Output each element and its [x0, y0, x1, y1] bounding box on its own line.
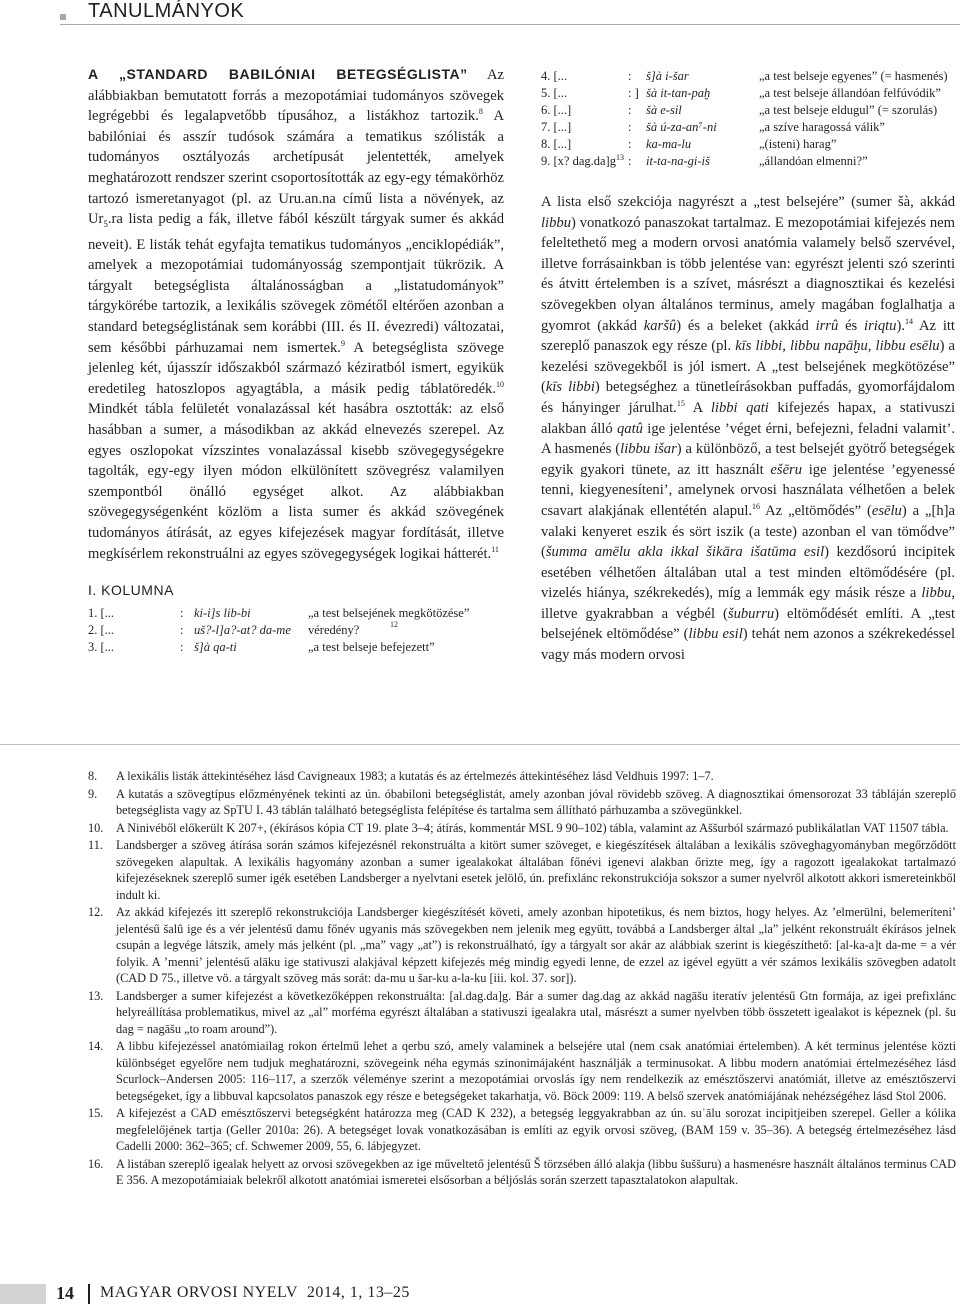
text: ) a „[h]a valaki kenyeret eszik és sört iszik (a teste) azonban el van tömődve” (: [541, 502, 955, 561]
journal-citation: [100, 1284, 410, 1302]
footnote: [88, 820, 956, 837]
footnote-ref[interactable]: 13: [615, 152, 624, 162]
entry-number: 6. [...]: [541, 103, 572, 117]
entry-colon: :: [180, 622, 184, 637]
footnote: [88, 1038, 956, 1104]
text: ige jelentése ’egyenessé tenni, kiegyenesíteni’, amelynek orvosi használata vélhetően a belek csavart alakjának ellentétén alapul.: [541, 461, 956, 519]
term: šumma amēlu akla ikkal šikāra išatūma esil: [545, 544, 825, 561]
translation: „állandóan elmenni?”: [759, 154, 868, 168]
term: kīs libbi, libbu napāḫu, libbu esēlu: [735, 338, 940, 355]
footnote-text: Az akkád kifejezés itt szereplő rekonstrukciója Landsberger kiegészítését követi, amely azonban hipotetikus, és nem biztos, hogy helyes. Az ’elmerülni, belemeríteni’ jelentésű šalû ige és a vér jelentésű damu főnév ugyanis más szövegekben nem jelenik meg együtt, továbbá a Landsberger által „la” jelként rekonstruált ékírásos jelnek csupán a legvége látszik, amely más jelként (pl. „ma” vagy „at”) is rekonstruálható, így a tárgyalt sor akár az alábbiak szerint is kiegészíthető: [al-ka-a]t da-me = a vér folyik. A ’menni’ jelentésű alāku ige stativuszi alakjával képzett kifejezés még mindig egyedi lenne, de ezzel az igével együtt a vér számos lexikális szövegben adatolt (CAD D 75., illetve vö. a tárgyalt szöveg más sorát: da-mu u šar-ku a-la-ku [iii. kol. 37. sor]).: [116, 905, 956, 985]
entry-number-wrap: [541, 153, 624, 170]
entry-number: 1. [...: [88, 605, 115, 620]
akkadian-term: ka-ma-lu: [646, 137, 692, 151]
footer-bar: [0, 1284, 46, 1304]
entry-colon: :: [628, 120, 632, 134]
footnote: [88, 1105, 956, 1155]
translation: „a szíve haragossá válik”: [759, 120, 885, 134]
entry-number: 8. [...]: [541, 137, 572, 151]
footnote: [88, 904, 956, 987]
term: libbu: [541, 214, 571, 231]
footnote-number: 8.: [88, 769, 98, 783]
journal-issue: 2014, 1, 13–25: [306, 1284, 410, 1301]
text: ) a különböző, a test belsejét gyötrő betegségek egyik gyakori tünete, az itt használt: [541, 441, 955, 478]
term: irrû: [815, 317, 839, 334]
term: libbu: [921, 585, 952, 602]
term: esēlu: [871, 502, 902, 519]
page-number: 14: [56, 1283, 74, 1303]
footnote-number: 12.: [88, 905, 104, 919]
translation: „a test belseje eldugul” (= szorulás): [759, 103, 938, 117]
footnote-number: 11.: [88, 838, 103, 852]
akkadian-term: š]à qa-ti: [194, 639, 237, 654]
footnote-number: 15.: [88, 1106, 104, 1120]
footnote-text: Landsberger a sumer kifejezést a következőképpen rekonstruálta: [al.dag.da]g. Bár a sumer dag.dag az akkád nagāšu iteratív jelentésű Gtn formája, az igei prefixlánc helyreállítása problematikus, mivel az „al” morféma egyrészt általában a stativuszi igealakra utal, másrészt a sumer nyelvben több összetett igealakot is képeznek (pl. šu dag = nagāšu „to roam around”).: [116, 988, 956, 1036]
text: .ra lista pedig a fák, illetve fából készült tárgyak sumer és akkád neveit). E listák tehát egyfajta tematikus tudományos „enciklopédiák”, amelyek a mezopotámiai tudományosság szempontjait tükrözik. A tárgyalt betegséglista általánosságban a „listatudományok” tárgykörébe tartozik, a lexikális szövegek zömétől eltérően azonban a standard betegséglistának sem korábbi (III. és II. évezredi) változatai, sem későbbi párhuzamai nem ismertek.: [88, 211, 504, 356]
akkadian-term: š]à i-šar: [646, 69, 689, 83]
term: qatû: [616, 420, 643, 437]
term: iriqtu: [864, 317, 897, 334]
subscript: 5: [103, 219, 108, 230]
list-entry: [88, 605, 504, 622]
text: Az itt szereplő panaszok egy része (pl.: [541, 317, 955, 355]
kolumna-heading: I. KOLUMNA: [88, 582, 174, 599]
text: és: [838, 317, 865, 334]
footnote-ref[interactable]: 15: [676, 399, 685, 409]
footnote: [88, 1156, 956, 1189]
list-entry: [541, 136, 955, 153]
footnote-text: A Ninivéből előkerült K 207+, (ékírásos kópia CT 19. plate 3–4; átírás, kommentár MSL 9 90–102) tábla, valamint az Aššurból származó publikálatlan VAT 11507 tábla.: [116, 820, 949, 835]
list-entry: [541, 102, 955, 119]
text: A betegséglista szövege jelenleg két, újasszír időszakból származó kéziratból ismert, egyikük eredetileg hatoszlopos agyagtábla, a másik pedig táblatöredék.: [88, 339, 504, 397]
translation: „a test belseje befejezett”: [308, 639, 435, 654]
left-column: [88, 64, 504, 656]
list-entry: [541, 119, 955, 136]
footnote-rule: [0, 744, 960, 745]
text: Az „eltömődés” (: [760, 502, 872, 519]
section-header: TANULMÁNYOK: [88, 0, 245, 22]
entry-colon: :: [180, 639, 184, 654]
text: kifejezés hapax, a stativuszi alakban álló: [541, 399, 956, 437]
footnote-ref[interactable]: 9: [340, 338, 345, 348]
list-entry: [88, 639, 504, 656]
text: , illetve gyakrabban a végbél (: [541, 585, 955, 622]
text: ) és a beleket (akkád: [676, 317, 816, 334]
right-column: [541, 192, 955, 666]
text: ) tehát nem azonos a székrekedéssel vagy más modern orvosi: [541, 626, 956, 664]
text: ) vonatkozó panaszokat tartalmaz. E mezopotámiai kifejezés nem feleltethető meg a modern orvosi anatómia valamely belső szervével, illetve forrásainkban is több jelentése van: egyrészt jelenti szó szerinti és átvitt értelemben is a szívet, másrészt a diagnosztikai és kezelési szövegekben olyan általános terminus, amely magában foglalhatja a gyomrot (akkád: [541, 214, 955, 334]
footnotes: [88, 768, 956, 1190]
footer-divider: [88, 1284, 90, 1304]
translation: „a test belsejének megkötözése”: [308, 605, 470, 620]
entry-number: 9. [x? dag.da]g: [541, 154, 616, 168]
term: šuburru: [727, 605, 775, 622]
entry-number: 2. [...: [88, 622, 115, 637]
list-entry: 2. [... : uš?-l]a?-at? da-me véredény? 12: [88, 619, 398, 637]
footnote: [88, 786, 956, 819]
footnote-number: 10.: [88, 820, 104, 835]
akkadian-term: uš?-l]a?-at? da-me: [194, 622, 291, 637]
entry-colon: :: [628, 69, 632, 83]
footnote-text: A listában szereplő igealak helyett az orvosi szövegekben az ige műveltető jelentésű Š törzsében álló alakja (libbu šuššuru) a hasmenésre használt általános terminus CAD E 356. A mezopotámiaiak belekről alkotott anatómiai ismeretei elsősorban a béljóslás során szerzett tapasztalatokon alapultak.: [116, 1156, 956, 1187]
footnote-text: Landsberger a szöveg átírása során számos kifejezésnél rekonstruálta a kitört sumer szöveget, e kiegészítések általában a lexikális szöveghagyományban megőrződött szövegeken alapultak. A lexikális hagyomány azonban a sumer igealakokat általában főnévi igenevi alakban őrizte meg, így a ragozott igealakokat tartalmazó kifejezéseknek szereplő sumer igék esetében Landsberger a nyelvtani esetek jelölő, ún. prefixlánc rekonstrukciója sokszor a sumer nyelvről alkotott akkori ismereteinkből indult ki.: [116, 838, 956, 902]
translation: „(isteni) harag”: [759, 137, 837, 151]
text: ) kezdősorú incipitek esetében vélhetően általában utal a test minden eltömődésére (pl. vizelés hiánya, székrekedés), míg a lemmák egy másik része a: [541, 544, 955, 602]
akkadian-term: it-ta-na-gi-iš: [646, 154, 710, 168]
footnote: [88, 988, 956, 1038]
footnote-number: 9.: [88, 786, 98, 801]
text: Az alábbiakban bemutatott forrás a mezopotámiai tudományos szövegek legrégebbi és legalapvetőbb típusához, a listákhoz tartozik.: [88, 67, 504, 125]
akkadian-term: šà it-tan-paḫ: [646, 86, 711, 100]
footnote-number: 14.: [88, 1039, 104, 1053]
term: libbi qati: [710, 399, 769, 416]
term: libbu išar: [620, 441, 677, 458]
footnote-number: 13.: [88, 988, 104, 1003]
entry-colon: : ]: [628, 86, 639, 100]
entry-number: 4. [...: [541, 69, 568, 83]
term: ešēru: [770, 461, 803, 478]
entry-colon: :: [628, 154, 632, 168]
footnote-text: A kutatás a szövegtípus előzményének tekinti az ún. óbabiloni betegséglistát, amely azonban jóval rövidebb szöveg. A diagnosztikai ómensorozat 33 tábláján szereplő betegséglista vagy az SpTU I. 43 táblán található betegséglista felépítése és tartalma sem állítható párhuzamba a szövegünkkel.: [116, 786, 956, 817]
text: ) eltömődését említi. A „test belsejének eltömődése” (: [541, 605, 956, 643]
footnote-ref[interactable]: 16: [752, 502, 761, 512]
akkadian-term: šà e-sil: [646, 103, 682, 117]
akkadian-term: šà ú-za-an⁷-ni: [646, 120, 717, 134]
entry-colon: :: [628, 137, 632, 151]
footnote-text: A libbu kifejezéssel anatómiailag rokon értelmű lehet a qerbu szó, amely valaminek a belsejére utal (nem csak anatómiai értelemben). A két terminus jelentése közti különbséget egyelőre nem tudjuk meghatározni, szövegeink néha egymás szinonimájaként használják a terminusokat. A libbu modern anatómiai értelmezéséhez lásd Scurlock–Andersen 2005: 116–117, a szerzők véleménye szerint a mezopotámiai orvoslás így nem rendelkezik az emésztőszervi anatómiát, illetve az emésztőszervi betegségeket, így a libbuval kapcsolatos panaszok egy része e betegségeket takarhatja, vö. Böck 2009: 119. A belső szervek anatómiájának nehézségéhez lásd Stol 2006.: [116, 1039, 956, 1103]
section-title: A „STANDARD BABILÓNIAI BETEGSÉGLISTA”: [88, 66, 468, 82]
text: ).: [896, 317, 905, 334]
intro-paragraph: [88, 64, 504, 564]
entry-number: 3. [...: [88, 639, 115, 654]
footnote-number: 16.: [88, 1156, 104, 1171]
translation: „a test belseje egyenes” (= hasmenés): [759, 69, 948, 83]
entry-colon: :: [180, 605, 184, 620]
text: A: [684, 399, 711, 416]
footnote-text: A kifejezést a CAD emésztőszervi betegségként határozza meg (CAD K 232), a betegség leggyakrabban az ún. suʾālu sorozat incipitjeiben szerepel. Geller a kólika megfelelőjének tartja (Geller 2010a: 26). A betegséget lovak vonatkozásában is említi az egyik orvosi szöveg, (BAM 159 v. 35–36). A betegség értelmezéséhez lásd Cadelli 2000: 362–365; cf. Schwemer 2009, 55, 6. lábjegyzet.: [116, 1106, 956, 1153]
text: Mindkét tábla felületét vonalazással két hasábra osztották: az első hasábban a sumer, a másodikban az akkád elnevezés szerepel. Az egyes oszlopokat vízszintes vonalazással kisebb szövegegységekre tagolták, egy-egy ilyen módon elkülönített szövegrész valamilyen szempontból önálló egységet alkot. Az alábbiakban szövegegységenként közlöm a lista sumer és akkád szövegének tudományos átírását, az egyes kifejezések magyar fordítását, illetve megkísérlem rekonstruálni az egyes szövegegységek logikai hátterét.: [88, 401, 504, 562]
term: libbu esil: [688, 626, 743, 643]
text: ) betegséghez a tünetleírásokban puffadás, gyomorfájdalom és hányinger járulhat.: [541, 379, 955, 416]
entry-list-right: [541, 68, 955, 170]
footnote-ref[interactable]: 11: [491, 544, 499, 554]
footnote-ref[interactable]: 8: [478, 107, 483, 117]
entry-number: 5. [...: [541, 86, 568, 100]
header-rule: [60, 24, 960, 25]
body-paragraph: [541, 192, 955, 666]
footnote-ref[interactable]: 10: [496, 379, 504, 389]
term: kīs libbi: [545, 379, 595, 396]
footnote-ref[interactable]: 14: [905, 316, 913, 326]
list-entry: [541, 153, 955, 170]
footnote: [88, 768, 956, 785]
header-marker: [60, 14, 66, 20]
translation: „a test belseje állandóan felfúvódik”: [759, 86, 941, 100]
entry-colon: :: [628, 103, 632, 117]
entry-list: [88, 605, 504, 656]
list-entry: [541, 68, 955, 85]
list-entry: [541, 85, 955, 102]
entry-number: 7. [...]: [541, 120, 572, 134]
journal-name: MAGYAR ORVOSI NYELV: [100, 1284, 298, 1301]
text: ) a kezelési szövegekből is jól ismert. A „test belsejének megkötözése” (: [541, 338, 955, 396]
footnote-text: A lexikális listák áttekintéséhez lásd Cavigneaux 1983; a kutatás és az értelmezés áttekintéséhez lásd Veldhuis 1997: 1–7.: [116, 769, 714, 783]
text: A lista első szekciója nagyrészt a „test belsejére” (sumer šà, akkád: [541, 194, 955, 210]
footnote: [88, 837, 956, 903]
term: karšû: [643, 317, 677, 334]
text: ige jelentése ’véget érni, befejezni, feladni valamit’. A hasmenés (: [541, 420, 955, 458]
translation: véredény?: [308, 622, 360, 637]
text: A babilóniai és asszír tudósok számára a tematikus szólisták a tudományos osztályozás archetípusát jelentették, amelyek meghatározott rendszer szerint csoportosították az egy-egy témakörhöz tartozó ismeretanyagot (pl. az Uru.an.na című lista a növények, az Ur: [88, 108, 504, 228]
akkadian-term: ki-i]s lib-bi: [194, 605, 251, 620]
